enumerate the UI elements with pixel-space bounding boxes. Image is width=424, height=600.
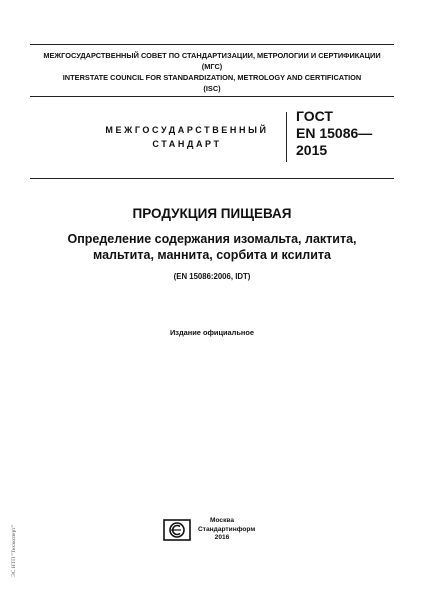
gost-designation — [296, 108, 372, 159]
standard-type-label — [102, 123, 272, 151]
standartinform-logo-icon — [163, 519, 191, 541]
council-bottom-rule — [30, 96, 394, 97]
gost-line3: 2015 — [296, 142, 328, 158]
gost-line1: ГОСТ — [296, 108, 333, 124]
document-subtitle — [20, 231, 404, 263]
document-title: ПРОДУКЦИЯ ПИЩЕВАЯ — [132, 206, 292, 221]
council-name-en: INTERSTATE COUNCIL FOR STANDARDIZATION, METROLOGY AND CERTIFICATION — [62, 73, 362, 82]
watermark: ЭС НТП "Техэксперт" — [11, 525, 17, 577]
publisher-block — [198, 517, 256, 543]
council-abbr-en: (ISC) — [203, 84, 221, 93]
council-header — [30, 50, 394, 94]
council-name-ru: МЕЖГОСУДАРСТВЕННЫЙ СОВЕТ ПО СТАНДАРТИЗАЦИИ, МЕТРОЛОГИИ И СЕРТИФИКАЦИИ — [43, 51, 381, 60]
gost-line2: EN 15086— — [296, 125, 373, 141]
publisher-year: 2016 — [214, 534, 230, 542]
top-rule — [30, 44, 394, 45]
standard-type-line2: СТАНДАРТ — [152, 139, 222, 149]
title-top-rule — [30, 178, 394, 179]
subtitle-line1: Определение содержания изомальта, лактита, — [67, 232, 357, 246]
publisher-city: Москва — [209, 517, 235, 524]
council-abbr-ru: (МГС) — [201, 62, 223, 71]
gost-divider — [286, 112, 287, 162]
publisher-name: Стандартинформ — [198, 525, 256, 533]
edition-label: Издание официальное — [169, 328, 254, 337]
en-reference: (EN 15086:2006, IDT) — [173, 272, 251, 281]
subtitle-line2: мальтита, маннита, сорбита и ксилита — [93, 248, 331, 262]
standard-type-line1: МЕЖГОСУДАРСТВЕННЫЙ — [105, 125, 269, 135]
